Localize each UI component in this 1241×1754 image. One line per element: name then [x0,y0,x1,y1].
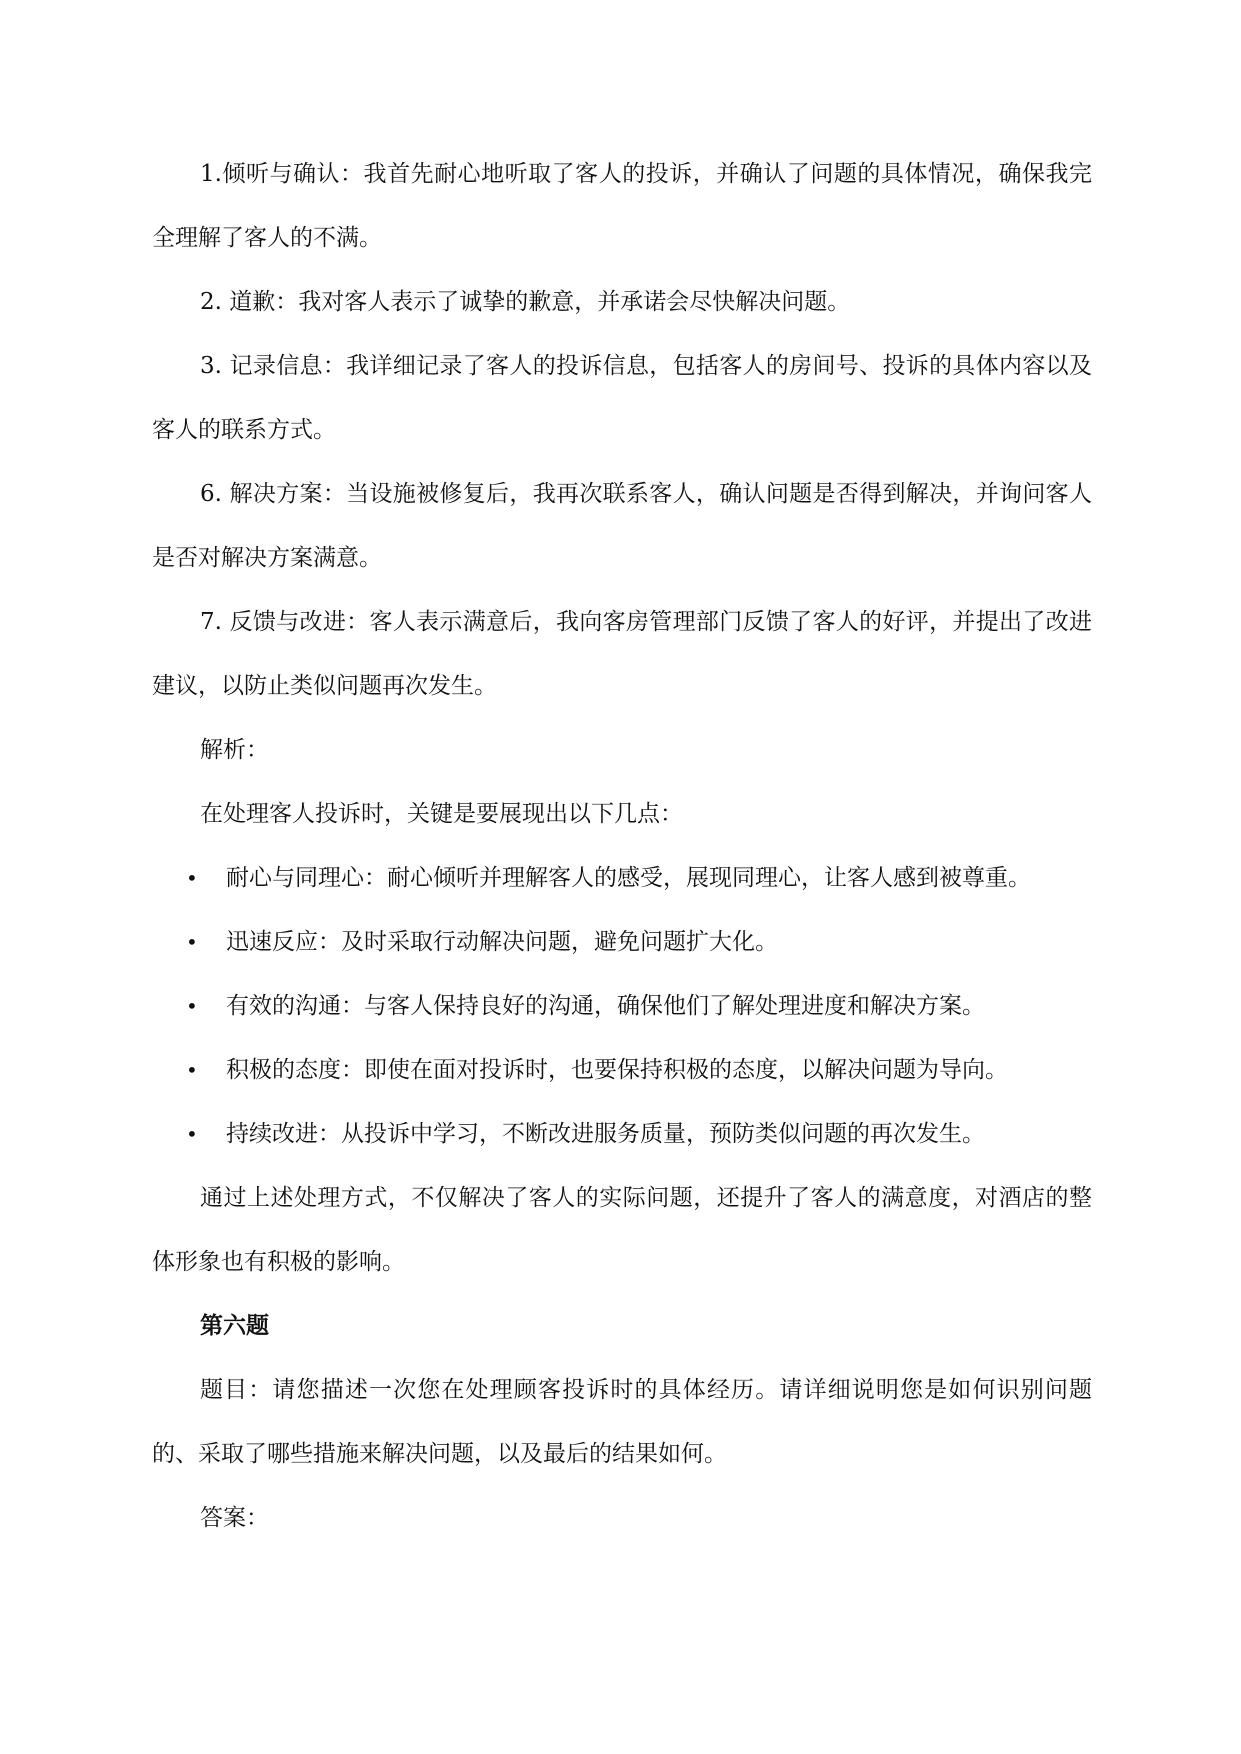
paragraph-apology: 2. 道歉：我对客人表示了诚挚的歉意，并承诺会尽快解决问题。 [200,289,851,315]
analysis-label: 解析： [200,737,269,763]
paragraph-feedback-improve: 7. 反馈与改进：客人表示满意后，我向客房管理部门反馈了客人的好评，并提出了改进建议，以防止类似问题再次发生。 [152,609,1092,699]
list-item: • 积极的态度：即使在面对投诉时，也要保持积极的态度，以解决问题为导向。 [152,1038,1092,1102]
list-item: • 持续改进：从投诉中学习，不断改进服务质量，预防类似问题的再次发生。 [152,1102,1092,1166]
list-item: • 迅速反应：及时采取行动解决问题，避免问题扩大化。 [152,910,1092,974]
conclusion-paragraph: 通过上述处理方式，不仅解决了客人的实际问题，还提升了客人的满意度，对酒店的整体形象也有积极的影响。 [152,1185,1092,1275]
key-points-list [152,846,1092,1166]
section-heading: 第六题 [200,1312,269,1339]
paragraph-record-info: 3. 记录信息：我详细记录了客人的投诉信息，包括客人的房间号、投诉的具体内容以及客人的联系方式。 [152,353,1092,443]
document-page [152,142,1092,1550]
list-item: • 耐心与同理心：耐心倾听并理解客人的感受，展现同理心，让客人感到被尊重。 [152,846,1092,910]
analysis-intro: 在处理客人投诉时，关键是要展现出以下几点： [200,801,683,827]
list-item: • 有效的沟通：与客人保持良好的沟通，确保他们了解处理进度和解决方案。 [152,974,1092,1038]
answer-label: 答案： [200,1505,269,1531]
question-paragraph: 题目：请您描述一次您在处理顾客投诉时的具体经历。请详细说明您是如何识别问题的、采取了哪些措施来解决问题，以及最后的结果如何。 [152,1377,1092,1467]
paragraph-solution: 6. 解决方案：当设施被修复后，我再次联系客人，确认问题是否得到解决，并询问客人是否对解决方案满意。 [152,481,1092,571]
paragraph-listen-confirm: 1.倾听与确认：我首先耐心地听取了客人的投诉，并确认了问题的具体情况，确保我完全理解了客人的不满。 [152,161,1092,251]
